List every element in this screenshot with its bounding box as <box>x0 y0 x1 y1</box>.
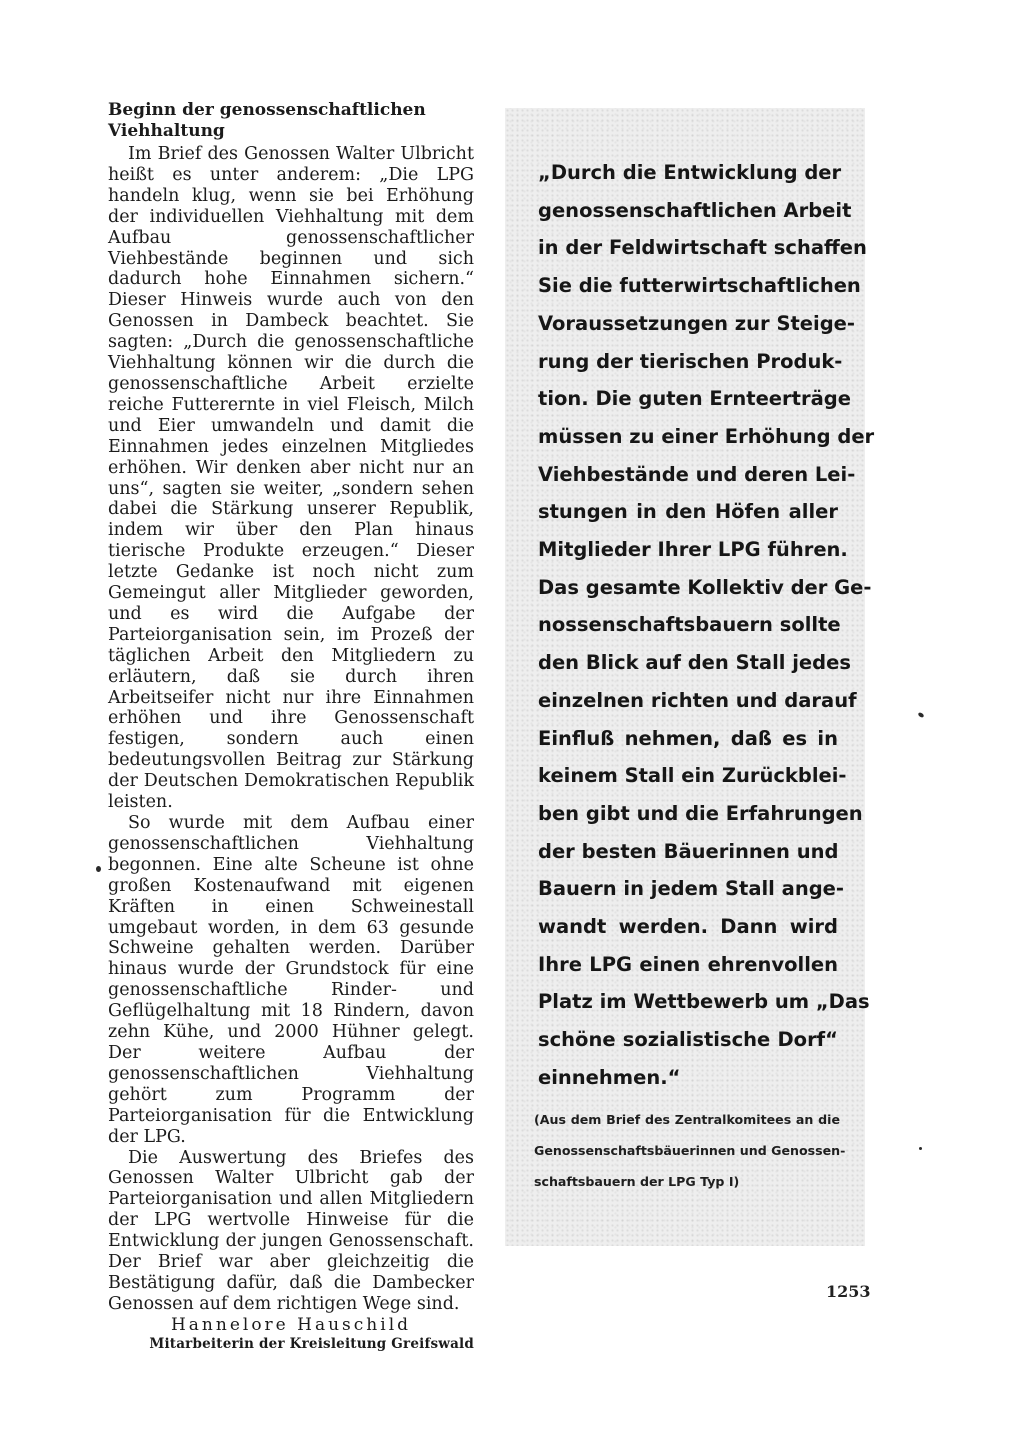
quote-line: Das gesamte Kollektiv der Ge- <box>538 575 872 599</box>
article-paragraph: So wurde mit dem Aufbau einer genossenschaftlichen Viehhaltung begonnen. Eine alte Scheune ist ohne großen Kostenaufwand mit eigenen Kräften in einen Schweinestall umgebaut worden, in dem 63 gesunde Schweine gehalten werden. Darüber hinaus wurde der Grundstock für eine genossenschaftliche Rinder- und Geflügelhaltung mit 18 Rindern, davon zehn Kühe, und 2000 Hühner gelegt. Der weitere Aufbau der genossenschaftlichen Viehhaltung gehört zum Programm der Parteiorganisation für die Entwicklung der LPG. <box>108 813 474 1147</box>
quote-line: tion. Die guten Ernteerträge <box>538 387 851 411</box>
quote-line: einnehmen.“ <box>538 1065 681 1089</box>
quote-line: ben gibt und die Erfahrungen <box>538 801 863 825</box>
quote-line: „Durch die Entwicklung der <box>538 161 842 184</box>
quote-line: Platz im Wettbewerb um „Das <box>538 990 870 1014</box>
quote-line: genossenschaftlichen Arbeit <box>538 198 852 222</box>
quote-line: Sie die futterwirtschaftlichen <box>538 274 861 298</box>
scan-speck <box>919 1147 922 1150</box>
quote-line: rung der tierischen Produk- <box>538 349 843 373</box>
scan-speck <box>96 866 101 872</box>
quote-line: Ihre LPG einen ehrenvollen <box>538 952 838 976</box>
quote-line: Viehbestände und deren Lei- <box>538 462 856 486</box>
quote-line: schöne sozialistische Dorf“ <box>538 1028 838 1052</box>
quote-text <box>538 154 875 1097</box>
quote-source <box>534 1104 846 1197</box>
quote-line: Voraussetzungen zur Steige- <box>538 311 855 335</box>
quote-line: den Blick auf den Stall jedes <box>538 651 851 675</box>
quote-source-line: schaftsbauern der LPG Typ I) <box>534 1174 740 1189</box>
quote-line: Einfluß nehmen, daß es in <box>538 726 838 750</box>
quote-line: in der Feldwirtschaft schaffen <box>538 236 867 260</box>
quote-line: der besten Bäuerinnen und <box>538 839 839 863</box>
quote-line: Bauern in jedem Stall ange- <box>538 877 844 901</box>
quote-line: wandt werden. Dann wird <box>538 915 838 939</box>
quote-line: stungen in den Höfen aller <box>538 500 838 524</box>
author-role: Mitarbeiterin der Kreisleitung Greifswald <box>149 1335 474 1352</box>
quote-source-line: (Aus dem Brief des Zentralkomitees an die <box>534 1112 840 1127</box>
quote-source-line: Genossenschaftsbäuerinnen und Genossen- <box>534 1143 846 1158</box>
page-number: 1253 <box>826 1282 871 1301</box>
quote-line: keinem Stall ein Zurückblei- <box>538 764 847 788</box>
article-paragraph: Die Auswertung des Briefes des Genossen Walter Ulbricht gab der Parteiorganisation und allen Mitgliedern der LPG wertvolle Hinweise für die Entwicklung der jungen Genossenschaft. Der Brief war aber gleichzeitig die Bestätigung dafür, daß die Dambecker Genossen auf dem richtigen Wege sind. <box>108 1147 474 1314</box>
quote-line: nossenschaftsbauern sollte <box>538 613 841 637</box>
article-heading: Beginn der genossenschaftlichen Viehhaltung <box>108 100 426 141</box>
article-paragraph: Im Brief des Genossen Walter Ulbricht heißt es unter anderem: „Die LPG handeln klug, wenn sie bei Erhöhung der individuellen Viehhaltung mit dem Aufbau genossenschaftlicher Viehbestände beginnen und sich dadurch hohe Einnahmen sichern.“ Dieser Hinweis wurde auch von den Genossen in Dambeck beachtet. Sie sagten: „Durch die genossenschaftliche Viehhaltung können wir die durch die genossenschaftliche Arbeit erzielte reiche Futterernte in viel Fleisch, Milch und Eier umwandeln und damit die Einnahmen jedes einzelnen Mitgliedes erhöhen. Wir denken aber nicht nur an uns“, sagten sie weiter, „sondern sehen dabei die Stärkung unserer Republik, indem wir über den Plan hinaus tierische Produkte erzeugen.“ Dieser letzte Gedanke ist noch nicht zum Gemeingut aller Mitglieder geworden, und es wird die Aufgabe der Parteiorganisation sein, im Prozeß der täglichen Arbeit den Mitgliedern zu erläutern, daß sie durch ihren Arbeitseifer nicht nur ihre Einnahmen erhöhen und ihre Genossenschaft festigen, sondern auch einen bedeutungsvollen Beitrag zur Stärkung der Deutschen Demokratischen Republik leisten. <box>108 144 474 813</box>
quote-line: Mitglieder Ihrer LPG führen. <box>538 538 848 562</box>
article-column <box>108 100 474 1353</box>
scan-speck <box>917 712 924 719</box>
author-name: Hannelore Hauschild <box>170 1314 412 1335</box>
quote-line: einzelnen richten und darauf <box>538 688 857 712</box>
quote-line: müssen zu einer Erhöhung der <box>538 424 875 448</box>
